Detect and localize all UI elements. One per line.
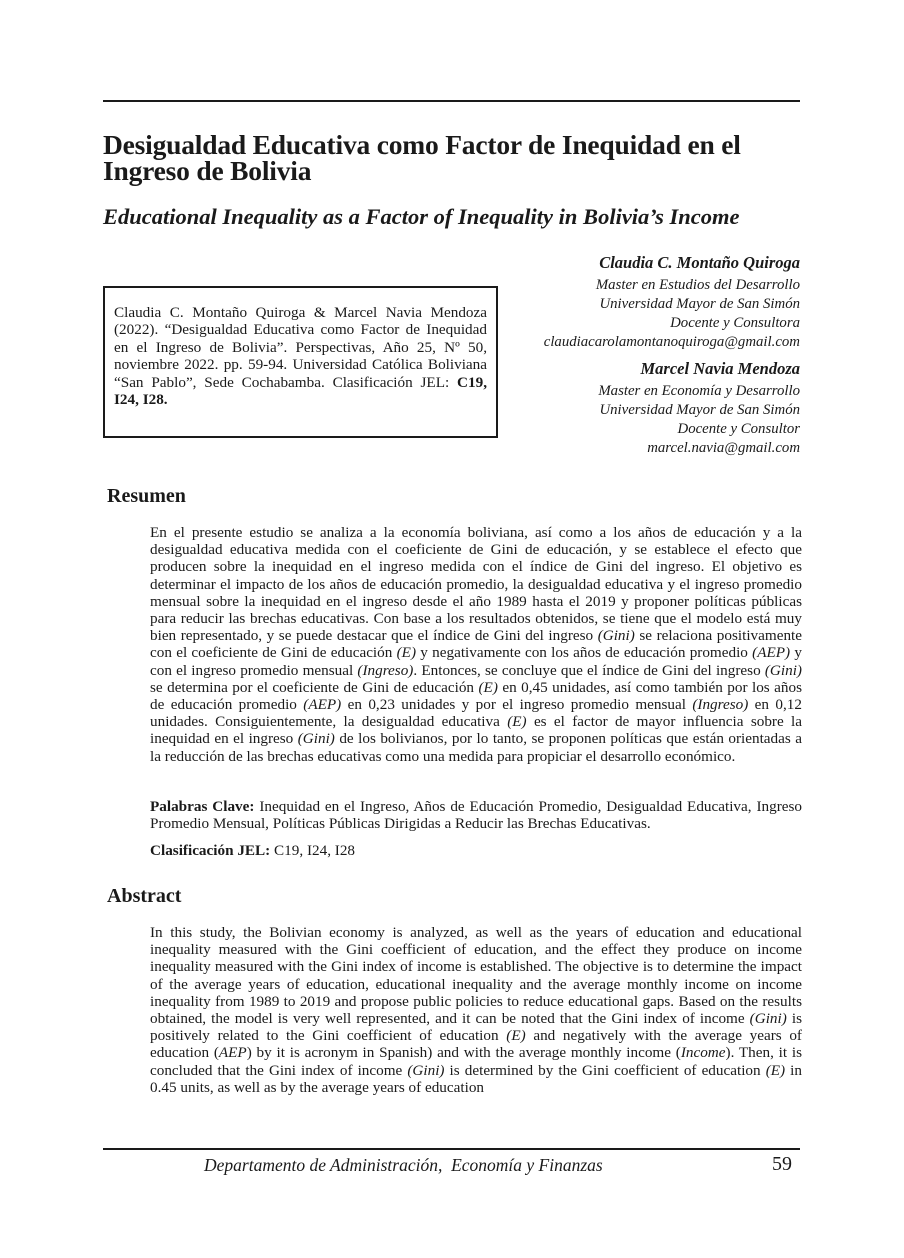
author-degree: Master en Economía y Desarrollo bbox=[598, 383, 800, 399]
keywords-text: Inequidad en el Ingreso, Años de Educación Promedio, Desigualdad Educativa, Ingreso Promedio Mensual, Políticas Públicas Dirigidas a Reducir las Brechas Educativas. bbox=[150, 798, 802, 833]
author-degree: Master en Estudios del Desarrollo bbox=[595, 277, 800, 293]
footer-journal: Departamento de Administración, Economía y Finanzas bbox=[204, 1155, 603, 1175]
citation-text: Claudia C. Montaño Quiroga & Marcel Navia Mendoza (2022). “Desigualdad Educativa como Factor de Inequidad en el Ingreso de Bolivia”. Perspectivas, Año 25, Nº 50, noviembre 2022. pp. 59-94. Universidad Católica Boliviana “San Pablo”, Sede Cochabamba. Clasificación JEL: bbox=[114, 304, 487, 391]
author-list bbox=[544, 250, 800, 458]
author-email: marcel.navia@gmail.com bbox=[647, 440, 800, 456]
resumen-heading: Resumen bbox=[107, 485, 186, 507]
author-name: Claudia C. Montaño Quiroga bbox=[599, 253, 800, 272]
keywords-label: Palabras Clave: bbox=[150, 798, 255, 815]
paper-subtitle-english: Educational Inequality as a Factor of Inequality in Bolivia’s Income bbox=[103, 204, 740, 229]
keywords bbox=[150, 798, 802, 832]
author-block bbox=[544, 250, 800, 352]
abstract-body: In this study, the Bolivian economy is analyzed, as well as the years of education and educational inequality measured with the Gini coefficient of education, and the effect they produce on income inequality measured with the Gini index of income is established. The objective is to determine the impact of the average years of education, educational inequality and the average monthly income on income inequality from 1989 to 2019 and propose public policies to reduce educational gaps. Based on the results obtained, the model is very well represented, and it can be noted that the Gini index of income (Gini) is positively related to the Gini coefficient of education (E) and negatively with the average years of education (AEP) by it is acronym in Spanish) and with the average monthly income (Income). Then, it is concluded that the Gini index of income (Gini) is determined by the Gini coefficient of education (E) in 0.45 units, as well as by the average years of education bbox=[150, 924, 802, 1096]
citation-box bbox=[103, 286, 498, 438]
author-role: Docente y Consultora bbox=[670, 315, 800, 331]
author-university: Universidad Mayor de San Simón bbox=[599, 296, 800, 312]
footer-rule bbox=[103, 1148, 800, 1150]
author-role: Docente y Consultor bbox=[677, 421, 800, 437]
resumen-body: En el presente estudio se analiza a la economía boliviana, así como a los años de educación y a la desigualdad educativa medida con el coeficiente de Gini de educación, y se establece el efecto que producen sobre la inequidad en el ingreso medida con el índice de Gini del ingreso. El objetivo es determinar el impacto de los años de educación promedio, la desigualdad educativa y el ingreso promedio mensual sobre la inequidad en el ingreso desde el año 1989 hasta el 2019 y proponer políticas públicas para reducir las brechas educativas. Con base a los resultados obtenidos, se tiene que el modelo está muy bien representado, y se puede destacar que el índice de Gini del ingreso (Gini) se relaciona positivamente con el coeficiente de Gini de educación (E) y negativamente con los años de educación promedio (AEP) y con el ingreso promedio mensual (Ingreso). Entonces, se concluye que el índice de Gini del ingreso (Gini) se determina por el coeficiente de Gini de educación (E) en 0,45 unidades, así como también por los años de educación promedio (AEP) en 0,23 unidades y por el ingreso promedio mensual (Ingreso) en 0,12 unidades. Consiguientemente, la desigualdad educativa (E) es el factor de mayor influencia sobre la inequidad en el ingreso (Gini) de los bolivianos, por lo tanto, se proponen políticas que están orientadas a la reducción de las brechas educativas como una medida para propiciar el desarrollo económico. bbox=[150, 524, 803, 765]
paper-title: Desigualdad Educativa como Factor de Inequidad en el Ingreso de Bolivia bbox=[103, 129, 741, 186]
author-name: Marcel Navia Mendoza bbox=[640, 359, 800, 378]
author-block bbox=[544, 356, 800, 458]
author-university: Universidad Mayor de San Simón bbox=[599, 402, 800, 418]
jel-classification bbox=[150, 842, 802, 859]
abstract-heading: Abstract bbox=[107, 885, 182, 907]
citation-jel-codes: C19, I24, I28. bbox=[114, 373, 487, 409]
jel-codes: C19, I24, I28 bbox=[274, 842, 356, 859]
jel-label: Clasificación JEL: bbox=[150, 842, 271, 859]
page-number: 59 bbox=[772, 1153, 792, 1175]
header-rule bbox=[103, 100, 800, 102]
author-email: claudiacarolamontanoquiroga@gmail.com bbox=[543, 334, 800, 350]
